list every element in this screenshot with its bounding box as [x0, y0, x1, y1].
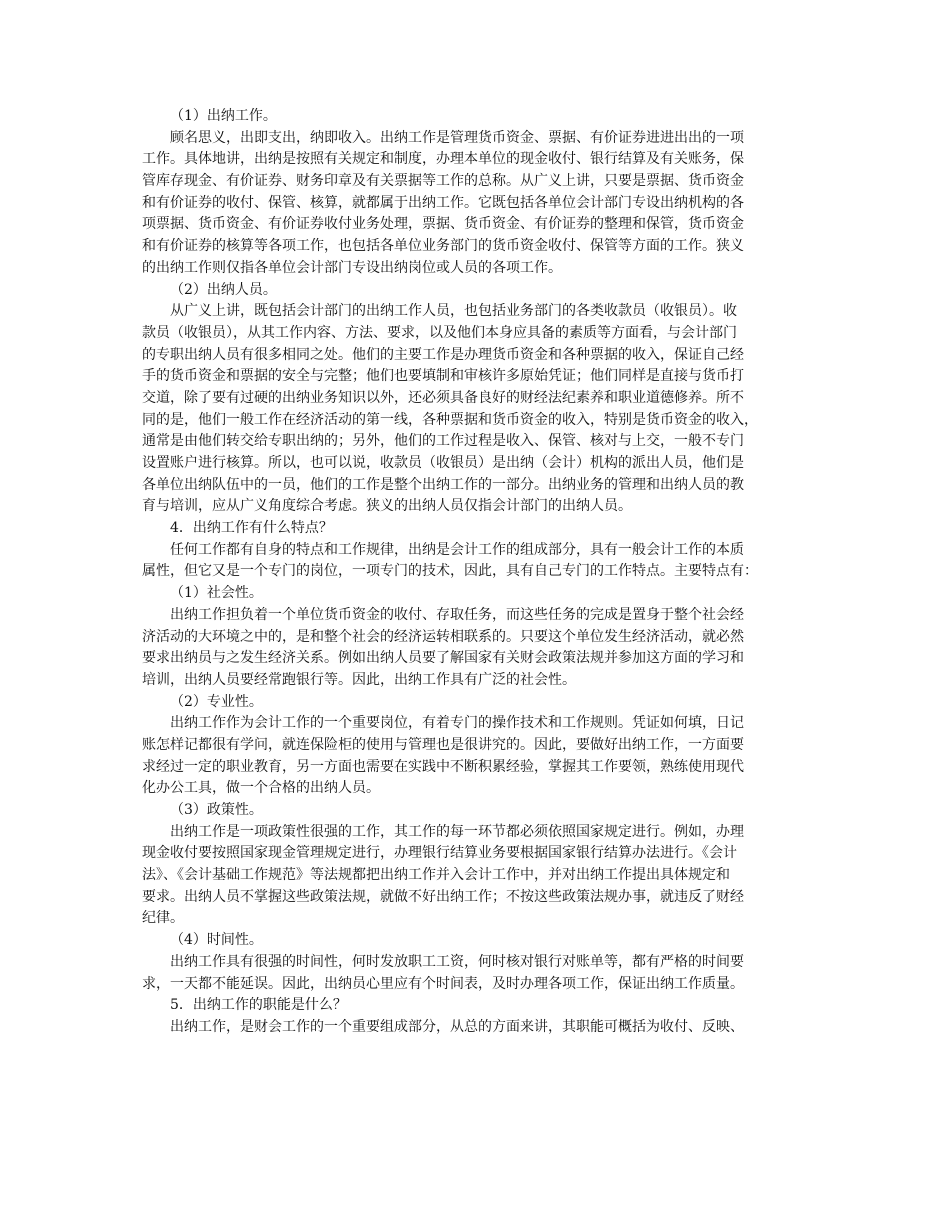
text-line: 纪律。 [142, 910, 184, 927]
text-line: 出纳工作作为会计工作的一个重要岗位，有着专门的操作技术和工作规则。凭证如何填，日记 [170, 715, 744, 732]
text-line: 济活动的大环境之中的，是和整个社会的经济运转相联系的。只要这个单位发生经济活动，就必然 [142, 628, 744, 645]
text-line: 求经过一定的职业教育，另一方面也需要在实践中不断积累经验，掌握其工作要领，熟练使用现代 [142, 758, 744, 775]
text-line: 出纳工作担负着一个单位货币资金的收付、存取任务，而这些任务的完成是置身于整个社会经 [170, 606, 744, 623]
text-line: 同的是，他们一般工作在经济活动的第一线，各种票据和货币资金的收入，特别是货币资金的收入， [142, 411, 758, 428]
text-line: （3）政策性。 [170, 802, 263, 818]
text-line: 现金收付要按照国家现金管理规定进行，办理银行结算业务要根据国家银行结算办法进行。《会计 [142, 845, 737, 862]
text-line: 账怎样记都很有学问，就连保险柜的使用与管理也是很讲究的。因此，要做好出纳工作，一方面要 [142, 736, 744, 753]
text-line: 工作。具体地讲，出纳是按照有关规定和制度，办理本单位的现金收付、银行结算及有关账务，保 [142, 151, 744, 168]
text-line: 出纳工作是一项政策性很强的工作，其工作的每一环节都必须依照国家规定进行。例如，办理 [170, 823, 744, 840]
text-line: 求，一天都不能延误。因此，出纳员心里应有个时间表，及时办理各项工作，保证出纳工作质量。 [142, 975, 744, 992]
text-line: 顾名思义，出即支出，纳即收入。出纳工作是管理货币资金、票据、有价证券进进出出的一项 [170, 129, 744, 146]
text-line: 出纳工作，是财会工作的一个重要组成部分，从总的方面来讲，其职能可概括为收付、反映、 [170, 1018, 744, 1035]
text-line: 各单位出纳队伍中的一员，他们的工作是整个出纳工作的一部分。出纳业务的管理和出纳人员的教 [142, 476, 744, 493]
text-line: 和有价证券的核算等各项工作，也包括各单位业务部门的货币资金收付、保管等方面的工作。狭义 [142, 238, 744, 255]
text-line: 通常是由他们转交给专职出纳的；另外，他们的工作过程是收入、保管、核对与上交，一般不专门 [142, 433, 744, 450]
text-line: 手的货币资金和票据的安全与完整；他们也要填制和审核许多原始凭证；他们同样是直接与货币打 [142, 368, 744, 385]
text-line: 要求出纳员与之发生经济关系。例如出纳人员要了解国家有关财会政策法规并参加这方面的学习和 [142, 650, 744, 667]
text-line: （1）出纳工作。 [170, 108, 277, 124]
text-line: 设置账户进行核算。所以，也可以说，收款员（收银员）是出纳（会计）机构的派出人员，他们是 [142, 455, 744, 471]
text-line: 5．出纳工作的职能是什么？ [170, 997, 347, 1014]
document-page [142, 106, 814, 1039]
text-line: 出纳工作具有很强的时间性，何时发放职工工资，何时核对银行对账单等，都有严格的时间要 [170, 953, 744, 970]
text-line: 项票据、货币资金、有价证券收付业务处理，票据、货币资金、有价证券的整理和保管，货币资金 [142, 216, 744, 233]
text-line: 法》、《会计基础工作规范》等法规都把出纳工作并入会计工作中，并对出纳工作提出具体规定和 [142, 867, 730, 884]
text-line: （2）专业性。 [170, 693, 263, 710]
text-line: 4．出纳工作有什么特点？ [170, 520, 333, 537]
text-line: 款员（收银员），从其工作内容、方法、要求，以及他们本身应具备的素质等方面看，与会计部门 [142, 324, 737, 341]
text-line: 属性，但它又是一个专门的岗位，一项专门的技术，因此，具有自己专门的工作特点。主要特点有： [142, 563, 758, 580]
text-line: （4）时间性。 [170, 932, 263, 949]
text-line: 的出纳工作则仅指各单位会计部门专设出纳岗位或人员的各项工作。 [142, 259, 562, 276]
text-line: 要求。出纳人员不掌握这些政策法规，就做不好出纳工作；不按这些政策法规办事，就违反了财经 [142, 888, 744, 905]
text-line: 育与培训，应从广义角度综合考虑。狭义的出纳人员仅指会计部门的出纳人员。 [142, 498, 632, 515]
text-line: 化办公工具，做一个合格的出纳人员。 [142, 780, 380, 797]
text-line: （1）社会性。 [170, 585, 263, 602]
text-line: 管库存现金、有价证券、财务印章及有关票据等工作的总称。从广义上讲，只要是票据、货币资金 [142, 173, 744, 190]
text-line: 从广义上讲，既包括会计部门的出纳工作人员，也包括业务部门的各类收款员（收银员）。收 [170, 303, 737, 320]
text-line: （2）出纳人员。 [170, 281, 277, 298]
text-line: 和有价证券的收付、保管、核算，就都属于出纳工作。它既包括各单位会计部门专设出纳机构的各 [142, 194, 744, 211]
text-line: 的专职出纳人员有很多相同之处。他们的主要工作是办理货币资金和各种票据的收入，保证自己经 [142, 346, 744, 363]
text-line: 交道，除了要有过硬的出纳业务知识以外，还必须具备良好的财经法纪素养和职业道德修养。所不 [142, 389, 744, 406]
text-line: 培训，出纳人员要经常跑银行等。因此，出纳工作具有广泛的社会性。 [142, 671, 576, 688]
text-line: 任何工作都有自身的特点和工作规律，出纳是会计工作的组成部分，具有一般会计工作的本质 [170, 541, 744, 558]
